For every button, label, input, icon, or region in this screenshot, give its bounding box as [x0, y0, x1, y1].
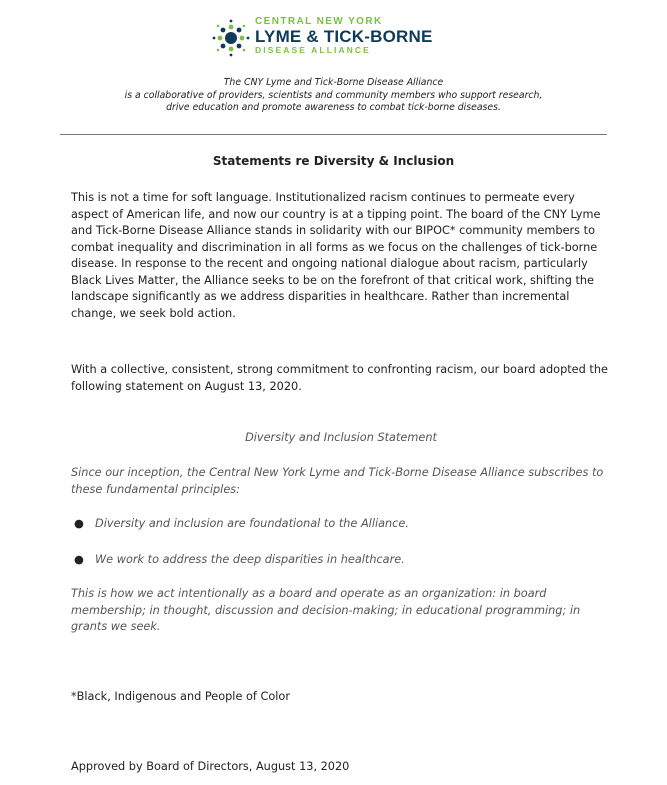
- paragraph-intro: This is not a time for soft language. Institutionalized racism continues to permeate every aspect of American life, and now our country is at a tipping point. The board of the CNY Lyme and Tick-Borne Disease Alliance stands in solidarity with our BIPOC* community members to combat inequality and discrimination in all forms as we focus on the challenges of tick-borne disease. In response to the recent and ongoing national dialogue about racism, particularly Black Lives Matter, the Alliance seeks to be on the forefront of that critical work, shifting the landscape significantly as we address disparities in healthcare. Rather than incremental change, we seek bold action.: [71, 191, 601, 320]
- bullet-marker: ●: [74, 553, 84, 566]
- statement-intro: Since our inception, the Central New York Lyme and Tick-Borne Disease Alliance subscribes to these fundamental principles:: [71, 466, 604, 496]
- logo-line-2: LYME & TICK-BORNE: [255, 27, 433, 46]
- paragraph-commitment: With a collective, consistent, strong commitment to confronting racism, our board adopted the following statement on August 13, 2020.: [71, 363, 608, 393]
- bullet-item: We work to address the deep disparities in healthcare.: [95, 553, 405, 566]
- dot-cluster-logo-icon: [211, 18, 251, 58]
- statement-closing: This is how we act intentionally as a board and operate as an organization: in board membership; in thought, discussion and decision-making; in educational programming; in grants we seek.: [71, 587, 581, 633]
- bullet-marker: ●: [74, 517, 84, 530]
- bullet-item: Diversity and inclusion are foundational to the Alliance.: [95, 517, 409, 530]
- intro-line: drive education and promote awareness to combat tick-borne diseases.: [166, 102, 501, 113]
- intro-line: The CNY Lyme and Tick-Borne Disease Alliance: [223, 77, 444, 88]
- logo-line-3: DISEASE ALLIANCE: [255, 45, 371, 55]
- divider-line: [60, 134, 607, 135]
- page-title: Statements re Diversity & Inclusion: [212, 154, 455, 168]
- footnote: *Black, Indigenous and People of Color: [71, 690, 290, 703]
- alliance-logo: [211, 16, 471, 56]
- approval-line: Approved by Board of Directors, August 13, 2020: [71, 760, 350, 773]
- statement-title: Diversity and Inclusion Statement: [245, 431, 437, 444]
- intro-line: is a collaborative of providers, scientists and community members who support research,: [124, 89, 543, 101]
- logo-wordmark: [255, 16, 475, 55]
- intro-text: [60, 77, 607, 115]
- logo-line-1: CENTRAL NEW YORK: [255, 16, 383, 27]
